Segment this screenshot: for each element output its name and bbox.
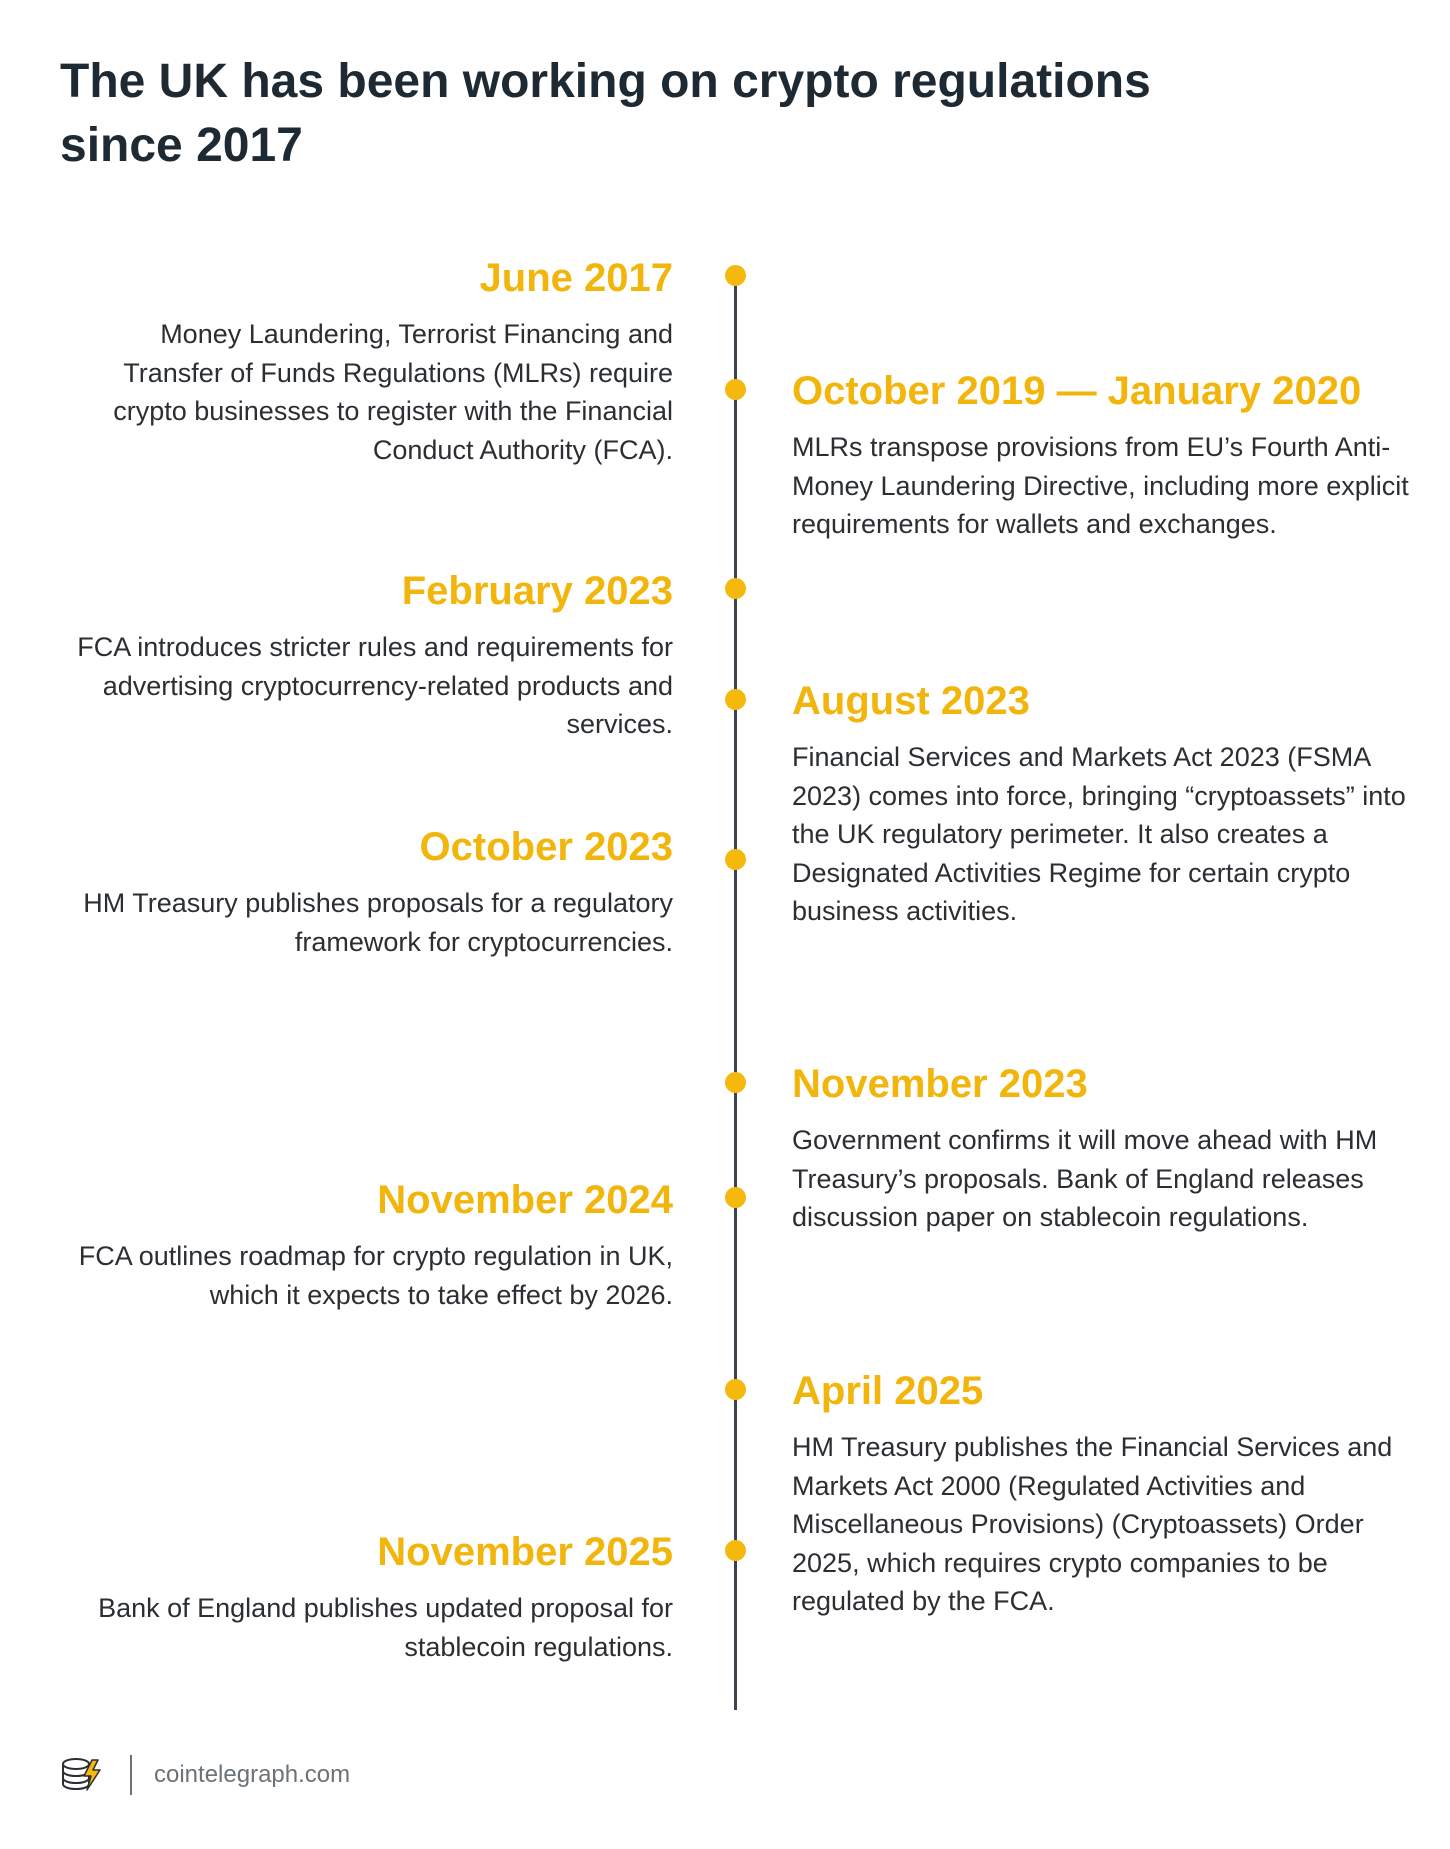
timeline-dot: [725, 1379, 746, 1400]
timeline-event: [792, 1366, 1412, 1621]
timeline-event: [792, 366, 1412, 544]
event-description: Bank of England publishes updated proposal for stablecoin regulations.: [98, 1593, 673, 1662]
timeline-dot: [725, 1187, 746, 1208]
event-date: November 2025: [377, 1530, 673, 1574]
event-date: June 2017: [479, 256, 673, 300]
footer: [60, 1755, 350, 1795]
timeline-dot: [725, 578, 746, 599]
event-date: October 2019 — January 2020: [792, 369, 1362, 413]
timeline-event: [60, 566, 673, 744]
event-date: October 2023: [419, 825, 673, 869]
footer-divider: [130, 1755, 132, 1795]
page-title: The UK has been working on crypto regulations since 2017: [60, 55, 1151, 172]
timeline-dot: [725, 265, 746, 286]
event-date: November 2023: [792, 1062, 1088, 1106]
event-description: HM Treasury publishes proposals for a regulatory framework for cryptocurrencies.: [83, 888, 673, 957]
event-description: HM Treasury publishes the Financial Services and Markets Act 2000 (Regulated Activities and Miscellaneous Provisions) (Cryptoassets) Order 2025, which requires crypto companies to be regulated by the FCA.: [792, 1432, 1393, 1616]
event-date: April 2025: [792, 1369, 984, 1413]
timeline-axis: [734, 275, 737, 1710]
event-date: February 2023: [401, 569, 673, 613]
timeline-event: [60, 822, 673, 961]
event-description: Money Laundering, Terrorist Financing and Transfer of Funds Regulations (MLRs) require crypto businesses to register with the Financial Conduct Authority (FCA).: [113, 319, 673, 465]
event-description: FCA introduces stricter rules and requirements for advertising cryptocurrency-related products and services.: [77, 632, 673, 739]
timeline-dot: [725, 1072, 746, 1093]
timeline-event: [60, 1175, 673, 1314]
timeline-event: [792, 1059, 1412, 1237]
event-date: November 2024: [377, 1178, 673, 1222]
site-name: cointelegraph.com: [154, 1761, 351, 1788]
timeline-dot: [725, 1540, 746, 1561]
timeline-event: [792, 676, 1412, 931]
event-description: FCA outlines roadmap for crypto regulation in UK, which it expects to take effect by 2026.: [78, 1241, 673, 1310]
timeline-event: [60, 253, 673, 469]
event-description: Financial Services and Markets Act 2023 (FSMA 2023) comes into force, bringing “cryptoassets” into the UK regulatory perimeter. It also creates a Designated Activities Regime for certain crypto business activities.: [792, 742, 1406, 926]
timeline-dot: [725, 379, 746, 400]
timeline-dot: [725, 849, 746, 870]
event-description: MLRs transpose provisions from EU’s Fourth Anti-Money Laundering Directive, including more explicit requirements for wallets and exchanges.: [792, 432, 1409, 539]
event-date: August 2023: [792, 679, 1030, 723]
timeline-event: [60, 1527, 673, 1666]
cointelegraph-logo-icon: [60, 1756, 104, 1794]
event-description: Government confirms it will move ahead with HM Treasury’s proposals. Bank of England releases discussion paper on stablecoin regulations.: [792, 1125, 1378, 1232]
timeline-dot: [725, 689, 746, 710]
